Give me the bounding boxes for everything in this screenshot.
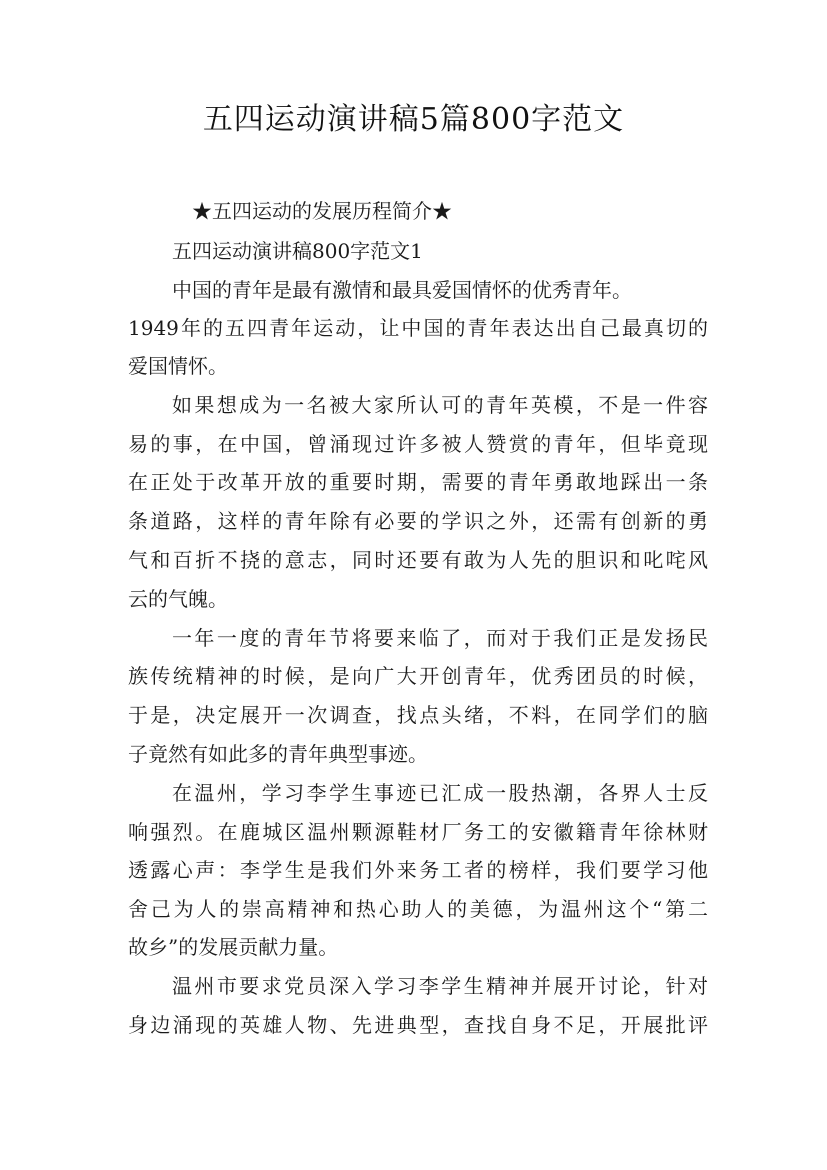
document-title: 五四运动演讲稿5篇800字范文 — [202, 102, 625, 137]
body-line: 透露心声：李学生是我们外来务工者的榜样，我们要学习他 — [128, 858, 708, 882]
body-line: 身边涌现的英雄人物、先进典型，查找自身不足，开展批评 — [128, 1013, 708, 1037]
body-line: 中国的青年是最有激情和最具爱国情怀的优秀青年。 — [172, 278, 632, 302]
body-line: 云的气魄。 — [128, 587, 228, 611]
body-line: 族传统精神的时候，是向广大开创青年，优秀团员的时候， — [128, 664, 708, 688]
body-line: 温州市要求党员深入学习李学生精神并展开讨论，针对 — [172, 974, 708, 998]
document-subtitle: ★五四运动的发展历程简介★ — [192, 199, 452, 223]
body-line: 子竟然有如此多的青年典型事迹。 — [128, 742, 428, 766]
body-line: 如果想成为一名被大家所认可的青年英模，不是一件容 — [172, 393, 708, 417]
body-line: 一年一度的青年节将要来临了，而对于我们正是发扬民 — [172, 626, 708, 650]
body-line: 条道路，这样的青年除有必要的学识之外，还需有创新的勇 — [128, 509, 708, 533]
body-line: 舍己为人的崇高精神和热心助人的美德，为温州这个“第二 — [128, 897, 708, 921]
body-line: 响强烈。在鹿城区温州颗源鞋材厂务工的安徽籍青年徐林财 — [128, 820, 708, 844]
section-heading: 五四运动演讲稿800字范文1 — [172, 239, 423, 263]
body-line: 1949年的五四青年运动，让中国的青年表达出自己最真切的 — [128, 316, 708, 340]
body-line: 爱国情怀。 — [128, 354, 228, 378]
body-line: 在正处于改革开放的重要时期，需要的青年勇敢地踩出一条 — [128, 470, 708, 494]
body-line: 在温州，学习李学生事迹已汇成一股热潮，各界人士反 — [172, 781, 708, 805]
body-line: 于是，决定展开一次调查，找点头绪，不料，在同学们的脑 — [128, 703, 708, 727]
body-line: 故乡”的发展贡献力量。 — [128, 935, 339, 959]
body-line: 气和百折不挠的意志，同时还要有敢为人先的胆识和叱咤风 — [128, 548, 708, 572]
body-line: 易的事，在中国，曾涌现过许多被人赞赏的青年，但毕竟现 — [128, 432, 708, 456]
